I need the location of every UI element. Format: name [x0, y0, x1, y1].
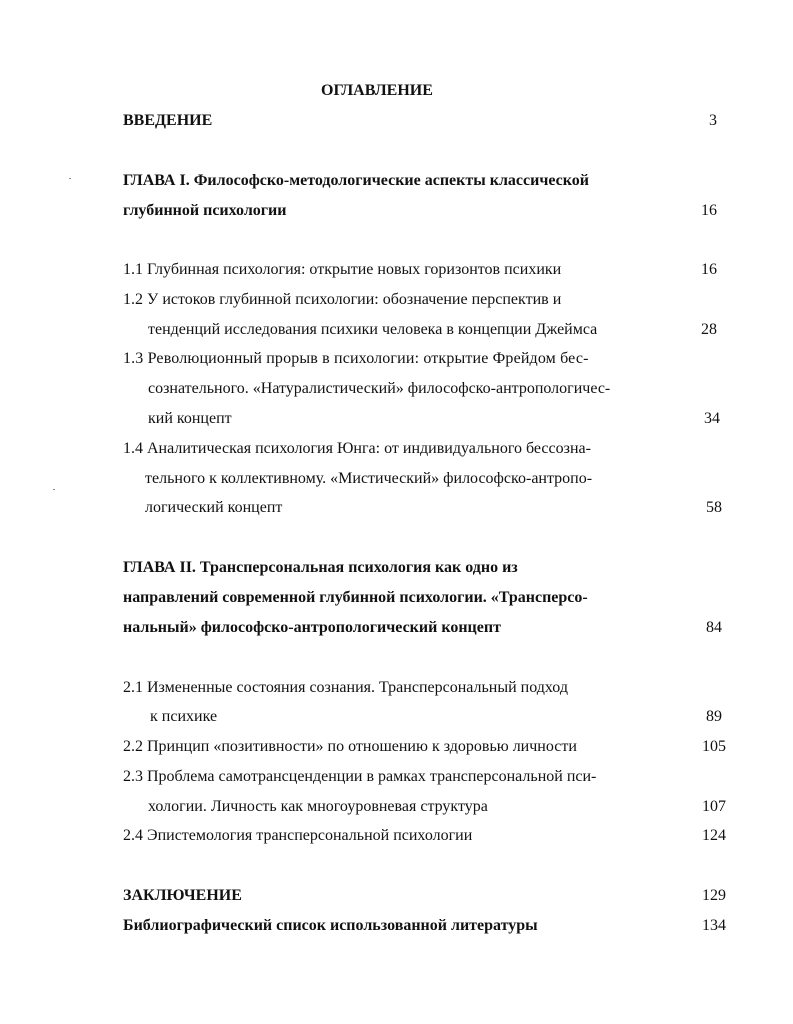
scan-speck — [69, 178, 71, 179]
toc-bibliography-label: Библиографический список использованной литературы — [123, 917, 538, 934]
section-1-2-line1: 1.2 У истоков глубинной психологии: обозначение перспектив и — [123, 291, 562, 308]
toc-intro-label: ВВЕДЕНИЕ — [123, 112, 213, 129]
chapter2-heading-line3: нальный» философско-антропологический концепт — [123, 619, 501, 636]
section-1-1-line1: 1.1 Глубинная психология: открытие новых горизонтов психики — [123, 261, 562, 278]
chapter1-page: 16 — [701, 202, 717, 219]
section-2-1-line2: к психике — [150, 708, 218, 725]
section-2-3-page: 107 — [702, 798, 726, 815]
section-1-2-line2: тенденций исследования психики человека в концепции Джеймса — [148, 321, 598, 338]
page-title: ОГЛАВЛЕНИЕ — [321, 82, 433, 99]
chapter2-page: 84 — [706, 619, 722, 636]
chapter2-heading-line2: направлений современной глубинной психологии. «Трансперсо- — [123, 589, 588, 606]
section-1-4-page: 58 — [706, 499, 722, 516]
section-2-1-line1: 2.1 Измененные состояния сознания. Трансперсональный подход — [123, 679, 568, 696]
section-1-3-page: 34 — [704, 410, 720, 427]
section-1-3-line1: 1.3 Революционный прорыв в психологии: открытие Фрейдом бес- — [123, 350, 589, 367]
section-1-1-page: 16 — [701, 261, 717, 278]
section-2-2-line1: 2.2 Принцип «позитивности» по отношению к здоровью личности — [123, 738, 577, 755]
chapter1-heading-line2: глубинной психологии — [123, 202, 287, 219]
section-2-3-line1: 2.3 Проблема самотрансценденции в рамках трансперсональной пси- — [123, 768, 597, 785]
chapter1-heading-line1: ГЛАВА I. Философско-методологические аспекты классической — [123, 172, 589, 189]
section-2-1-page: 89 — [706, 708, 722, 725]
section-1-3-line2: сознательного. «Натуралистический» философско-антропологичес- — [148, 380, 611, 397]
section-2-4-line1: 2.4 Эпистемология трансперсональной психологии — [123, 827, 473, 844]
section-1-3-line3: кий концепт — [148, 410, 232, 427]
section-2-3-line2: хологии. Личность как многоуровневая структура — [148, 798, 488, 815]
toc-conclusion-page: 129 — [702, 887, 726, 904]
section-2-4-page: 124 — [702, 827, 726, 844]
section-1-2-page: 28 — [701, 321, 717, 338]
toc-bibliography-page: 134 — [702, 917, 726, 934]
toc-conclusion-label: ЗАКЛЮЧЕНИЕ — [123, 887, 242, 904]
chapter2-heading-line1: ГЛАВА II. Трансперсональная психология как одно из — [123, 559, 518, 576]
section-1-4-line1: 1.4 Аналитическая психология Юнга: от индивидуального бессозна- — [123, 440, 591, 457]
section-2-2-page: 105 — [702, 738, 726, 755]
scan-speck — [53, 489, 55, 490]
section-1-4-line3: логический концепт — [145, 499, 283, 516]
section-1-4-line2: тельного к коллективному. «Мистический» философско-антропо- — [145, 470, 593, 487]
toc-intro-page: 3 — [709, 112, 717, 129]
